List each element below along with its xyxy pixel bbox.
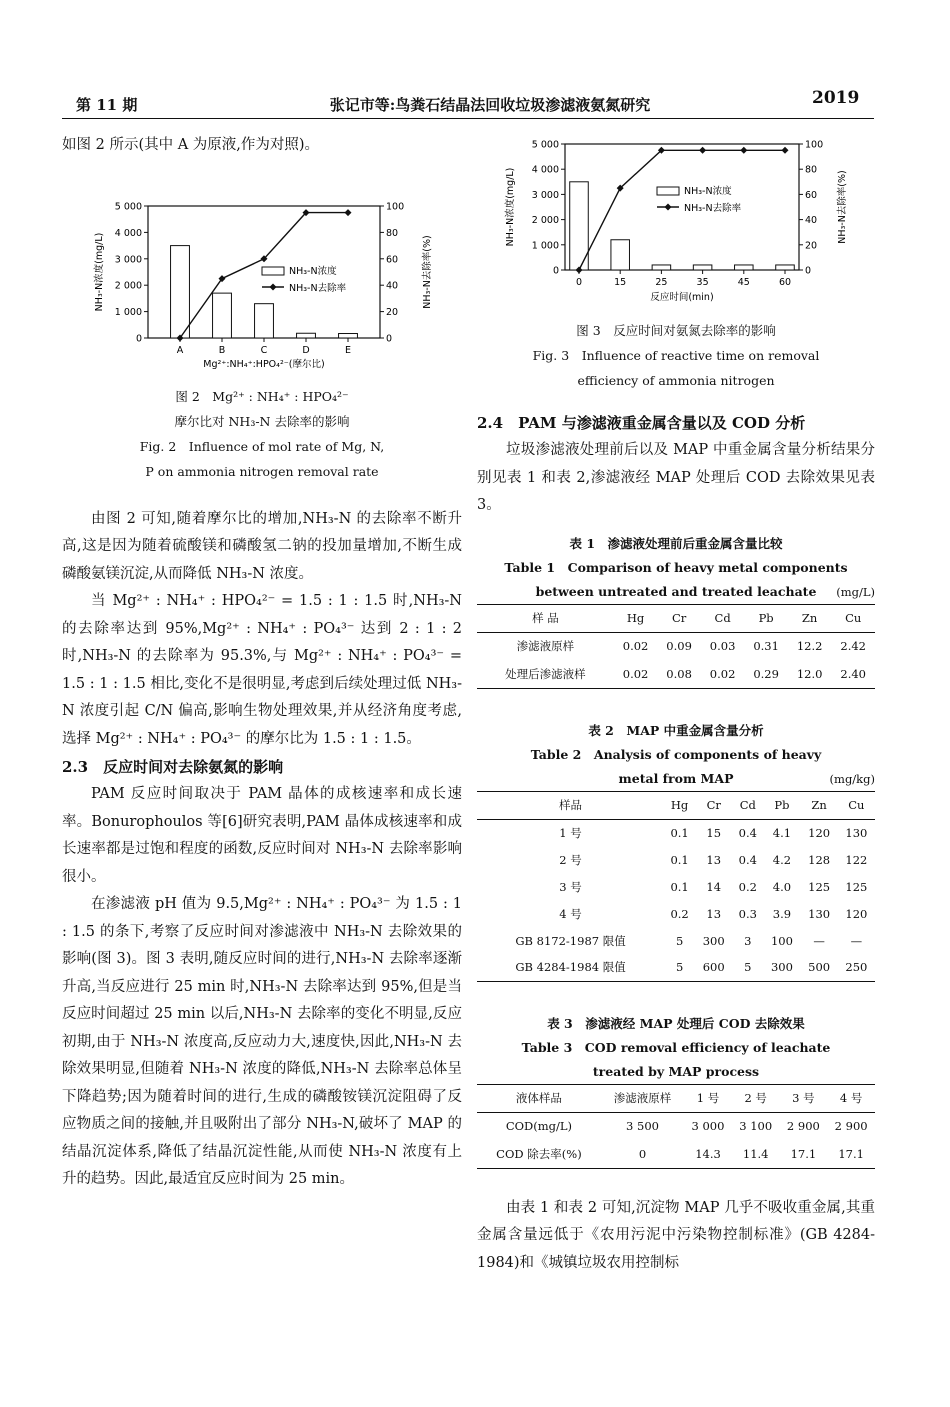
x-tick-label: 60	[778, 277, 792, 288]
table-header-cell: Cd	[739, 798, 756, 812]
table-1-title-row	[477, 580, 875, 604]
table-header-cell: 4 号	[839, 1091, 863, 1105]
y-axis-title: NH₃-N浓度(mg/L)	[94, 232, 105, 311]
table-row	[477, 927, 875, 954]
table-3-title-cn: 表 3 渗滤液经 MAP 处理后 COD 去除效果	[547, 1015, 805, 1031]
table-cell: 12.0	[796, 666, 823, 681]
intro-text: 如图 2 所示(其中 A 为原液,作为对照)。	[62, 137, 320, 153]
x-tick-label: C	[260, 344, 268, 356]
table-2	[477, 719, 875, 982]
y-tick-label: 3 000	[114, 253, 142, 265]
point-removal-rate	[782, 147, 789, 154]
bar-concentration	[297, 333, 316, 338]
y2-tick-label: 20	[386, 306, 399, 318]
left-column	[62, 128, 462, 1194]
table-cell: 2 900	[786, 1119, 820, 1134]
table-2-title-en-2: metal from MAP	[618, 770, 734, 786]
table-row	[477, 873, 875, 900]
table-cell: 0.02	[709, 666, 736, 681]
fig2-caption-en-1: Fig. 2 Influence of mol rate of Mg, N,	[139, 438, 385, 454]
y-tick-label: 1 000	[531, 240, 559, 252]
y2-tick-label: 60	[386, 253, 399, 265]
table-cell: 130	[808, 906, 831, 921]
paragraph-5: 垃圾渗滤液处理前后以及 MAP 中重金属含量分析结果分别见表 1 和表 2,渗滤液经 MAP 处理后 COD 去除效果见表 3。	[477, 442, 875, 513]
table-header-cell: 3 号	[792, 1091, 815, 1105]
table-cell: 4 号	[559, 906, 582, 921]
right-column	[477, 128, 875, 1277]
table-row	[477, 819, 875, 846]
table-2-grid	[477, 791, 875, 982]
table-header-cell: Cu	[845, 611, 862, 625]
table-header-cell: 样品	[559, 798, 583, 812]
table-cell: 1 号	[559, 825, 582, 840]
table-1-unit: (mg/L)	[836, 584, 875, 599]
legend-bar-label: NH₃-N浓度	[684, 186, 732, 197]
paragraph-3: PAM 反应时间取决于 PAM 晶体的成核速率和成长速率。Bonurophoulos 等[6]研究表明,PAM 晶体成核速率和成长速率都是过饱和程度的函数,反应时间对 NH₃-N 去除率影响很小。	[62, 786, 462, 885]
y-tick-label: 4 000	[114, 227, 142, 239]
table-cell: 17.1	[838, 1146, 864, 1161]
table-cell: GB 8172-1987 限值	[515, 933, 626, 948]
table-1	[477, 532, 875, 689]
table-cell: 2 900	[834, 1119, 868, 1134]
y-tick-label: 2 000	[531, 215, 559, 227]
table-cell: 0.4	[738, 852, 757, 867]
table-row	[477, 900, 875, 927]
bar-concentration	[693, 265, 712, 270]
y2-tick-label: 80	[805, 164, 818, 176]
table-cell: 4.1	[772, 825, 792, 840]
x-axis-title: Mg²⁺:NH₄⁺:HPO₄²⁻(摩尔比)	[203, 358, 325, 370]
paragraph-2: 当 Mg²⁺ : NH₄⁺ : HPO₄²⁻ = 1.5 : 1 : 1.5 时,NH₃-N 的去除率达到 95%,Mg²⁺ : NH₄⁺ : PO₄³⁻ 达到 2 : 1 : 2 时,NH₃-N 的去除率为 95.3%,与 Mg²⁺ : NH₄⁺ : PO₄³⁻ = 1.5 : 1 : 1.5 相比,变化不是很明显,考虑到后续处理过低 NH₃-N 浓度引起 C/N 偏高,影响生物处理效果,并从经济角度考虑,选择 Mg²⁺ : NH₄⁺ : PO₄³⁻ 的摩尔比为 1.5 : 1 : 1.5。	[62, 593, 462, 747]
table-cell: 2.42	[840, 639, 866, 654]
table-2-title-en-1: Table 2 Analysis of components of heavy	[530, 746, 822, 762]
fig3-caption-cn: 图 3 反应时间对氨氮去除率的影响	[576, 323, 776, 338]
bar-concentration	[735, 265, 754, 270]
table-header-row	[477, 604, 875, 632]
table-header-row	[477, 791, 875, 819]
table-cell: 3 000	[691, 1119, 725, 1134]
table-row	[477, 660, 875, 688]
table-cell: 0.09	[666, 639, 692, 654]
table-cell: 4.0	[772, 879, 792, 894]
table-1-title-cn: 表 1 渗滤液处理前后重金属含量比较	[569, 535, 783, 551]
table-cell: 0.03	[709, 639, 736, 654]
y2-tick-label: 80	[386, 227, 399, 239]
y-tick-label: 4 000	[531, 164, 559, 176]
table-cell: 11.4	[742, 1146, 769, 1161]
table-cell: 5	[744, 960, 752, 975]
table-cell: 15	[706, 825, 722, 840]
section-2-3-heading: 2.3 反应时间对去除氨氮的影响	[62, 758, 284, 776]
table-header-cell: Zn	[811, 798, 827, 812]
y-tick-label: 0	[552, 265, 559, 277]
table-header-cell: 渗滤液原样	[613, 1091, 672, 1105]
paragraph-4: 在渗滤液 pH 值为 9.5,Mg²⁺ : NH₄⁺ : PO₄³⁻ 为 1.5 : 1 : 1.5 的条下,考察了反应时间对渗滤液中 NH₃-N 去除效果的影响(图 3)。图 3 表明,随反应时间的进行,NH₃-N 去除率逐渐升高,当反应进行 25 min 时,NH₃-N 去除率达到 95%,但是当反应时间超过 25 min 以后,NH₃-N 去除率的变化不明显,反应初期,由于 NH₃-N 浓度高,反应动力大,速度快,因此,NH₃-N 去除效果明显,但随着 NH₃-N 浓度的降低,NH₃-N 去除率总体呈下降趋势;因为随着时间的进行,生成的磷酸铵镁沉淀阻碍了反应物质之间的接触,并且吸附出了部分 NH₃-N,破坏了 MAP 的结晶沉淀体系,降低了结晶沉淀性能,从而使 NH₃-N 浓度有上升的趋势。因此,最适宜反应时间为 25 min。	[62, 896, 462, 1187]
legend-bar-swatch	[657, 187, 679, 195]
table-cell: —	[850, 933, 863, 948]
y2-axis-title: NH₃-N去除率(%)	[837, 170, 848, 244]
x-tick-label: E	[344, 344, 352, 356]
table-cell: 13	[706, 852, 722, 867]
y-tick-label: 5 000	[531, 139, 559, 151]
x-tick-label: 0	[575, 277, 583, 288]
table-row	[477, 954, 875, 981]
table-cell: 600	[702, 960, 725, 975]
table-3-grid	[477, 1084, 875, 1169]
table-cell: 0.02	[622, 666, 649, 681]
table-cell: 渗滤液原样	[516, 639, 575, 654]
table-header-cell: Cr	[671, 611, 687, 625]
table-cell: COD(mg/L)	[505, 1119, 573, 1134]
table-cell: 5	[675, 960, 684, 975]
table-1-grid	[477, 604, 875, 689]
table-header-cell: Hg	[626, 611, 645, 625]
y-tick-label: 3 000	[531, 189, 559, 201]
table-cell: 13	[706, 906, 722, 921]
table-cell: 14.3	[695, 1146, 721, 1161]
x-tick-label: 45	[737, 277, 750, 288]
legend-line-label: NH₃-N去除率	[684, 203, 742, 214]
table-header-cell: 1 号	[696, 1091, 720, 1105]
table-cell: COD 除去率(%)	[496, 1146, 582, 1161]
table-header-cell: 液体样品	[515, 1091, 562, 1105]
figure-2-chart	[62, 162, 462, 370]
table-cell: 0.3	[738, 906, 757, 921]
x-tick-label: 25	[655, 277, 668, 288]
running-title: 张记市等:鸟粪石结晶法回收垃圾渗滤液氨氮研究	[329, 96, 651, 114]
table-2-title-row	[477, 767, 875, 791]
table-cell: —	[813, 933, 825, 948]
table-3-title-en-1: Table 3 COD removal efficiency of leachate	[521, 1039, 831, 1055]
table-row	[477, 632, 875, 660]
y2-tick-label: 100	[805, 139, 824, 151]
table-cell: 128	[808, 852, 831, 867]
table-cell: 3 号	[559, 879, 582, 894]
table-3	[477, 1012, 875, 1169]
table-cell: 100	[770, 933, 793, 948]
table-cell: 3 500	[626, 1119, 659, 1134]
table-cell: 3	[744, 933, 752, 948]
x-tick-label: 15	[614, 277, 627, 288]
paragraph-6: 由表 1 和表 2 可知,沉淀物 MAP 几乎不吸收重金属,其重金属含量远低于《农用污泥中污染物控制标准》(GB 4284-1984)和《城镇垃圾农用控制标	[477, 1199, 875, 1271]
legend-bar-swatch	[262, 267, 284, 275]
table-cell: 处理后渗滤液样	[505, 666, 586, 681]
paragraph-1: 由图 2 可知,随着摩尔比的增加,NH₃-N 的去除率不断升高,这是因为随着硫酸镁和磷酸氢二钠的投加量增加,不断生成磷酸氨镁沉淀,从而降低 NH₃-N 浓度。	[62, 510, 462, 582]
table-cell: 17.1	[790, 1146, 817, 1161]
table-header-cell: Pb	[774, 798, 790, 812]
table-cell: 0.02	[622, 639, 649, 654]
x-tick-label: B	[218, 344, 226, 356]
header-rule	[62, 118, 874, 119]
page-number: 2019	[812, 88, 860, 108]
table-cell: 120	[845, 906, 868, 921]
fig3-caption-en-2: efficiency of ammonia nitrogen	[577, 373, 775, 388]
y2-tick-label: 0	[386, 333, 393, 344]
legend-line-marker	[665, 204, 672, 211]
issue-number: 第 11 期	[76, 96, 138, 114]
table-2-unit: (mg/kg)	[829, 771, 875, 786]
table-cell: 500	[808, 960, 831, 975]
fig2-caption-cn-1: 图 2 Mg²⁺ : NH₄⁺ : HPO₄²⁻	[175, 388, 349, 404]
figure-3-caption	[477, 318, 875, 393]
y2-tick-label: 20	[805, 240, 818, 252]
table-cell: 4.2	[772, 852, 792, 867]
y2-tick-label: 40	[805, 215, 818, 227]
table-row	[477, 846, 875, 873]
table-cell: 5	[675, 933, 684, 948]
legend-line-marker	[270, 283, 277, 290]
table-header-cell: Cr	[706, 798, 721, 812]
bar-concentration	[213, 293, 232, 338]
bar-concentration	[611, 240, 630, 270]
table-header-cell: 2 号	[744, 1091, 767, 1105]
table-cell: 0.2	[738, 879, 757, 894]
table-cell: 0.1	[670, 825, 689, 840]
y-tick-label: 0	[135, 333, 142, 344]
table-cell: 2 号	[559, 852, 582, 867]
bar-concentration	[652, 265, 671, 270]
table-cell: 0.2	[670, 906, 689, 921]
table-cell: 250	[845, 960, 868, 975]
bar-concentration	[776, 265, 795, 270]
x-axis-title: 反应时间(min)	[650, 292, 714, 303]
bar-concentration	[339, 333, 358, 337]
x-tick-label: A	[176, 344, 184, 356]
x-tick-label: 35	[696, 277, 709, 288]
table-cell: 130	[845, 825, 868, 840]
table-cell: 0.4	[738, 825, 757, 840]
table-header-cell: Hg	[670, 798, 689, 812]
point-removal-rate	[699, 147, 706, 154]
y2-tick-label: 60	[805, 189, 818, 201]
table-cell: 122	[845, 852, 868, 867]
point-removal-rate	[740, 147, 747, 154]
table-cell: 14	[706, 879, 722, 894]
y2-tick-label: 100	[386, 201, 405, 212]
y-tick-label: 2 000	[114, 280, 142, 292]
table-2-title-cn: 表 2 MAP 中重金属含量分析	[588, 722, 764, 738]
y2-tick-label: 40	[386, 280, 399, 292]
table-cell: 0.1	[670, 879, 689, 894]
table-cell: 0.08	[666, 666, 692, 681]
table-cell: 300	[770, 960, 793, 975]
table-1-title-en-1: Table 1 Comparison of heavy metal components	[504, 559, 848, 575]
table-cell: 0.1	[670, 852, 689, 867]
y2-tick-label: 0	[805, 265, 812, 277]
bar-concentration	[171, 245, 190, 337]
y-tick-label: 1 000	[114, 306, 142, 318]
table-cell: 300	[702, 933, 725, 948]
y2-axis-title: NH₃-N去除率(%)	[422, 234, 433, 309]
table-3-title-en-2: treated by MAP process	[592, 1063, 760, 1079]
fig2-caption-en-2: P on ammonia nitrogen removal rate	[145, 463, 379, 479]
table-header-cell: Zn	[801, 611, 818, 625]
y-axis-title: NH₃-N浓度(mg/L)	[505, 167, 516, 247]
point-removal-rate	[345, 209, 352, 216]
table-header-cell: 样 品	[532, 611, 559, 625]
table-header-cell: Cd	[714, 611, 731, 625]
table-row	[477, 1112, 875, 1140]
x-tick-label: D	[302, 344, 310, 356]
legend-bar-label: NH₃-N浓度	[289, 265, 337, 277]
line-removal-rate	[579, 150, 785, 270]
table-cell: 0.31	[753, 639, 779, 654]
table-cell: 125	[808, 879, 831, 894]
section-2-4-heading: 2.4 PAM 与渗滤液重金属含量以及 COD 分析	[477, 414, 806, 432]
table-1-title-en-2: between untreated and treated leachate	[535, 583, 817, 599]
plot-frame	[565, 144, 799, 270]
table-cell: 3.9	[772, 906, 792, 921]
legend-line-label: NH₃-N去除率	[289, 282, 347, 294]
table-header-cell: Cu	[848, 798, 865, 812]
fig2-caption-cn-2: 摩尔比对 NH₃-N 去除率的影响	[174, 413, 350, 429]
table-cell: 0.29	[753, 666, 779, 681]
table-header-cell: Pb	[758, 611, 774, 625]
table-row	[477, 1140, 875, 1168]
figure-2-caption	[62, 384, 462, 484]
table-cell: 120	[808, 825, 831, 840]
table-cell: 0	[638, 1146, 647, 1161]
table-cell: 2.40	[840, 666, 866, 681]
table-cell: GB 4284-1984 限值	[515, 960, 626, 975]
table-header-row	[477, 1084, 875, 1112]
y-tick-label: 5 000	[114, 201, 142, 212]
table-cell: 125	[845, 879, 868, 894]
bar-concentration	[255, 303, 274, 337]
table-cell: 12.2	[796, 639, 823, 654]
fig3-caption-en-1: Fig. 3 Influence of reactive time on removal	[532, 348, 820, 363]
table-cell: 3 100	[739, 1119, 773, 1134]
figure-3-chart	[477, 128, 875, 306]
